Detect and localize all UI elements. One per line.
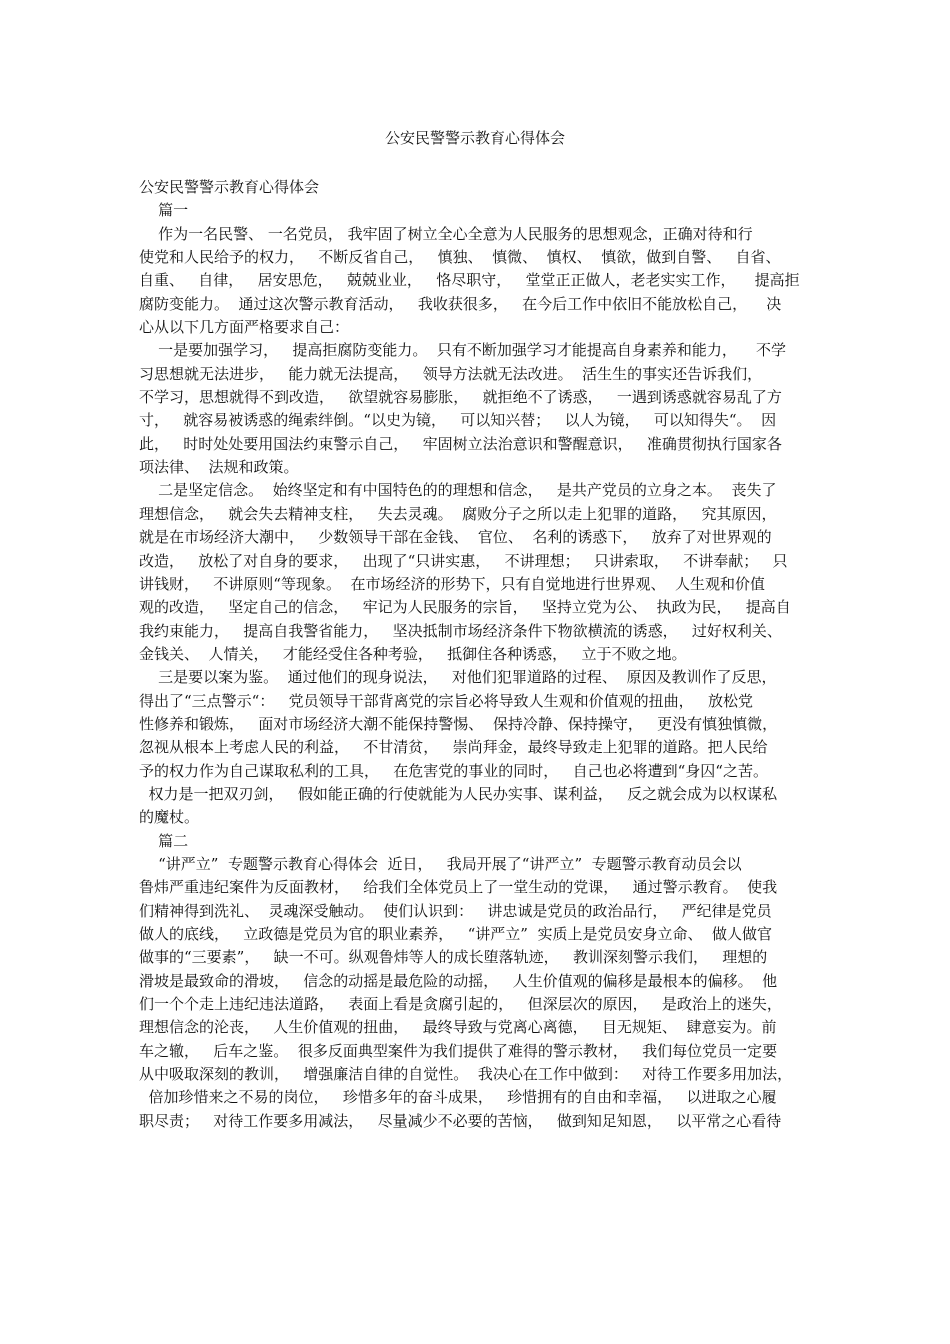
text-line: 权力是一把双刃剑， 假如能正确的行使就能为人民办实事、谋利益， 反之就会成为以权谋私: [139, 784, 778, 803]
text-line: 倍加珍惜来之不易的岗位， 珍惜多年的奋斗成果， 珍惜拥有的自由和幸福， 以进取之心履: [139, 1088, 777, 1107]
text-line: 一是要加强学习， 提高拒腐防变能力。 只有不断加强学习才能提高自身素养和能力， 不学: [139, 341, 786, 360]
text-line: 改造， 放松了对自身的要求， 出现了“只讲实惠， 不讲理想； 只讲索取， 不讲奉献； 只: [139, 551, 788, 570]
text-line: 们一个个走上违纪违法道路， 表面上看是贪腐引起的， 但深层次的原因， 是政治上的迷失，: [139, 995, 782, 1014]
text-line: 篇二: [139, 831, 189, 850]
text-line: 作为一名民警、 一名党员， 我牢固了树立全心全意为人民服务的思想观念，正确对待和行: [139, 224, 753, 243]
text-line: 理想信念， 就会失去精神支柱， 失去灵魂。 腐败分子之所以走上犯罪的道路， 究其原因，: [139, 504, 777, 523]
text-line: 项法律、 法规和政策。: [139, 458, 299, 477]
text-line: 讲钱财， 不讲原则“等现象。 在市场经济的形势下，只有自觉地进行世界观、 人生观和价值: [139, 574, 766, 593]
text-line: 寸， 就容易被诱惑的绳索绊倒。“以史为镜， 可以知兴替； 以人为镜， 可以知得失“。 因: [139, 411, 777, 430]
text-line: 从中吸取深刻的教训， 增强廉洁自律的自觉性。 我决心在工作中做到： 对待工作要多用加法，: [139, 1065, 793, 1084]
text-line: 做人的底线， 立政德是党员为官的职业素养， “讲严立” 实质上是党员安身立命、 做人做官: [139, 925, 773, 943]
text-line: “讲严立” 专题警示教育心得体会 近日， 我局开展了“讲严立” 专题警示教育动员会以: [139, 854, 742, 873]
text-line: 做事的“三要素”， 缺一不可。纵观鲁炜等人的成长堕落轨迹， 教训深刻警示我们， 理想的: [139, 948, 768, 967]
text-line: 此， 时时处处要用国法约束警示自己， 牢固树立法治意识和警醒意识， 准确贯彻执行国家各: [139, 434, 782, 453]
text-line: 车之辙， 后车之鉴。 很多反面典型案件为我们提供了难得的警示教材， 我们每位党员一定要: [139, 1041, 778, 1060]
text-line: 职尽责； 对待工作要多用减法， 尽量减少不必要的苦恼， 做到知足知恩， 以平常之心看待: [139, 1111, 782, 1130]
text-line: 得出了“三点警示“： 党员领导干部背离党的宗旨必将导致人生观和价值观的扭曲， 放松党: [139, 691, 753, 710]
text-line: 不学习，思想就得不到改造， 欲望就容易膨胀， 就拒绝不了诱惑， 一遇到诱惑就容易乱了方: [139, 388, 782, 407]
text-line: 篇一: [139, 201, 189, 220]
text-line: 金钱关、 人情关， 才能经受住各种考验， 抵御住各种诱惑， 立于不败之地。: [139, 644, 687, 663]
text-line: 忽视从根本上考虑人民的利益， 不甘清贫， 崇尚拜金，最终导致走上犯罪的道路。把人民给: [139, 738, 768, 757]
text-line: 腐防变能力。 通过这次警示教育活动， 我收获很多， 在今后工作中依旧不能放松自己， 决: [139, 294, 782, 313]
text-line: 我约束能力， 提高自我警省能力， 坚决抵制市场经济条件下物欲横流的诱惑， 过好权利关、: [139, 621, 782, 640]
text-line: 自重、 自律， 居安思危， 兢兢业业， 恪尽职守， 堂堂正正做人，老老实实工作， 提高拒: [139, 271, 800, 290]
text-line: 们精神得到洗礼、 灵魂深受触动。 使们认识到： 讲忠诚是党员的政治品行， 严纪律是党员: [139, 901, 772, 920]
text-line: 公安民警警示教育心得体会: [139, 178, 320, 196]
text-line: 三是要以案为鉴。 通过他们的现身说法， 对他们犯罪道路的过程、 原因及教训作了反思，: [139, 668, 777, 687]
document-title: 公安民警警示教育心得体会: [384, 129, 565, 147]
text-line: 性修养和锻炼， 面对市场经济大潮不能保持警惕、 保持冷静、保持操守， 更没有慎独慎微，: [139, 714, 778, 733]
text-line: 二是坚定信念。 始终坚定和有中国特色的的理想和信念， 是共产党员的立身之本。 丧失了: [139, 481, 777, 500]
text-line: 心从以下几方面严格要求自己：: [139, 318, 350, 337]
text-line: 习思想就无法进步， 能力就无法提高， 领导方法就无法改进。 活生生的事实还告诉我们，: [139, 364, 763, 383]
text-line: 就是在市场经济大潮中， 少数领导干部在金钱、 官位、 名利的诱惑下， 放弃了对世界观的: [139, 528, 772, 547]
text-line: 的魔杖。: [139, 808, 200, 827]
text-line: 理想信念的沦丧， 人生价值观的扭曲， 最终导致与党离心离德， 目无规矩、 肆意妄为。前: [139, 1018, 777, 1037]
text-line: 观的改造， 坚定自己的信念， 牢记为人民服务的宗旨， 坚持立党为公、 执政为民， 提高自: [139, 598, 791, 617]
text-line: 鲁炜严重违纪案件为反面教材， 给我们全体党员上了一堂生动的党课， 通过警示教育。 使我: [139, 878, 778, 897]
text-line: 滑坡是最致命的滑坡， 信念的动摇是最危险的动摇， 人生价值观的偏移是最根本的偏移。 他: [139, 971, 778, 990]
text-line: 予的权力作为自己谋取私利的工具， 在危害党的事业的同时， 自己也必将遭到“身囚“之苦。: [139, 761, 768, 780]
document-body: [139, 176, 819, 1133]
text-line: 使党和人民给予的权力， 不断反省自己， 慎独、 慎微、 慎权、 慎欲，做到自警、 自省、: [139, 248, 781, 267]
